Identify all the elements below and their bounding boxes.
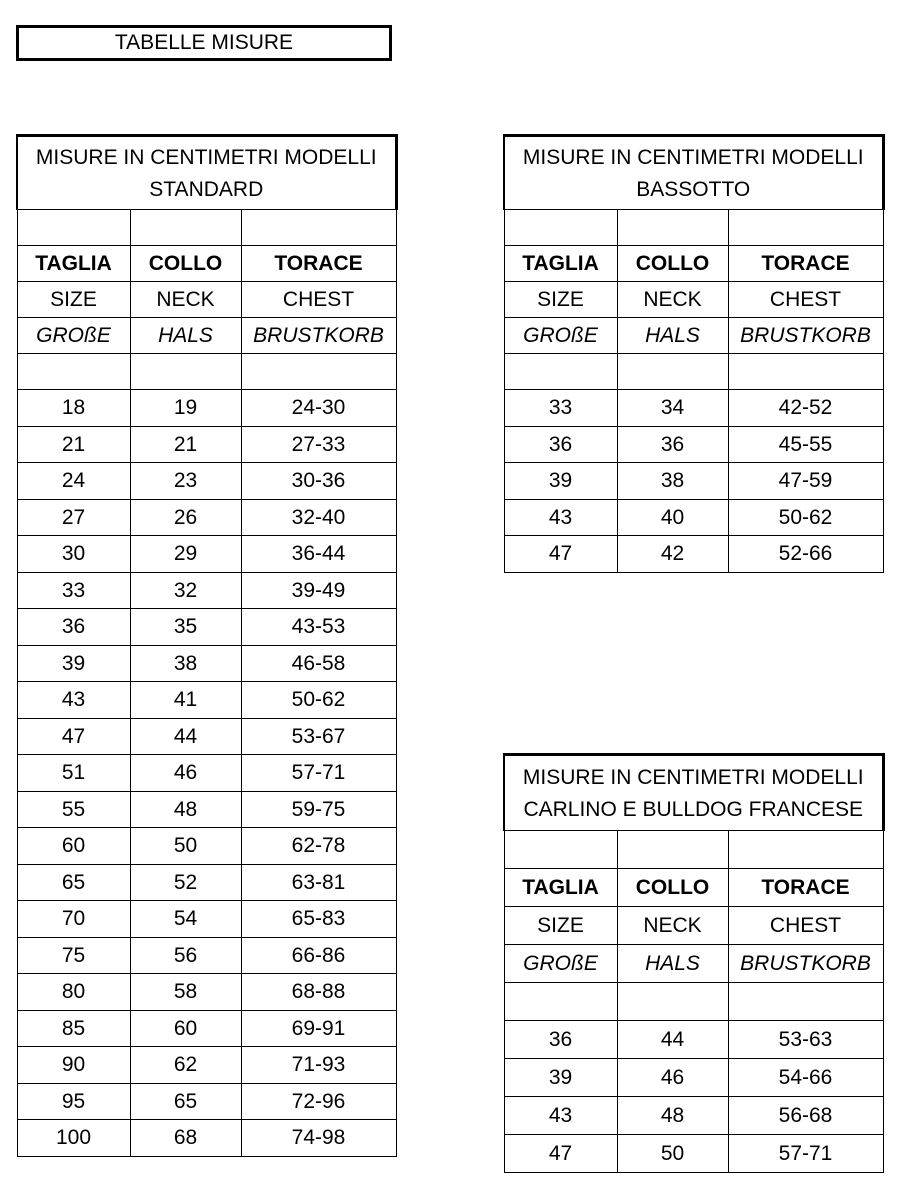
size-table-carlino-bulldog [503,753,885,1173]
cell-taglia: 43 [504,499,617,536]
header-torace: TORACE [241,246,396,282]
cell-collo: 32 [130,572,241,609]
table-caption [504,136,883,210]
cell-collo: 50 [130,828,241,865]
cell-collo: 44 [617,1021,728,1059]
header-hals: HALS [617,945,728,983]
cell-collo: 35 [130,609,241,646]
header-collo: COLLO [130,246,241,282]
header-row-bold [504,869,883,907]
table-row [17,536,396,573]
header-taglia: TAGLIA [17,246,130,282]
caption-line-1: MISURE IN CENTIMETRI MODELLI [522,766,864,789]
cell-collo: 65 [130,1083,241,1120]
header-neck: NECK [617,282,728,318]
cell-torace: 45-55 [728,426,883,463]
cell-collo: 54 [130,901,241,938]
cell-collo: 46 [617,1059,728,1097]
table-caption [504,755,883,831]
table-row [504,463,883,500]
header-row-german [17,318,396,354]
cell-torace: 71-93 [241,1047,396,1084]
cell-collo: 41 [130,682,241,719]
cell-collo: 36 [617,426,728,463]
cell-taglia: 39 [504,1059,617,1097]
table-row [17,791,396,828]
cell-taglia: 85 [17,1010,130,1047]
table-row [504,1135,883,1173]
cell-torace: 69-91 [241,1010,396,1047]
header-size: SIZE [17,282,130,318]
header-torace: TORACE [728,869,883,907]
header-grosse: GROßE [504,945,617,983]
header-torace: TORACE [728,246,883,282]
cell-torace: 66-86 [241,937,396,974]
cell-taglia: 36 [504,426,617,463]
cell-collo: 68 [130,1120,241,1157]
table-row [17,1083,396,1120]
cell-taglia: 30 [17,536,130,573]
cell-torace: 43-53 [241,609,396,646]
cell-collo: 48 [130,791,241,828]
cell-collo: 62 [130,1047,241,1084]
header-brustkorb: BRUSTKORB [728,945,883,983]
caption-line-1: MISURE IN CENTIMETRI MODELLI [522,146,864,169]
header-row-german [504,945,883,983]
table-row [17,463,396,500]
cell-taglia: 60 [17,828,130,865]
cell-taglia: 70 [17,901,130,938]
cell-collo: 42 [617,536,728,573]
cell-taglia: 51 [17,755,130,792]
spacer-row [504,831,883,869]
table-row [17,1010,396,1047]
cell-collo: 29 [130,536,241,573]
table-row [17,937,396,974]
cell-taglia: 24 [17,463,130,500]
cell-torace: 68-88 [241,974,396,1011]
cell-taglia: 39 [17,645,130,682]
table-row [504,390,883,427]
table-row [17,828,396,865]
cell-taglia: 18 [17,390,130,427]
cell-taglia: 75 [17,937,130,974]
cell-taglia: 39 [504,463,617,500]
cell-torace: 52-66 [728,536,883,573]
cell-taglia: 36 [17,609,130,646]
header-hals: HALS [617,318,728,354]
cell-collo: 26 [130,499,241,536]
table-row [17,572,396,609]
header-hals: HALS [130,318,241,354]
table-row [17,974,396,1011]
header-row-english [504,907,883,945]
table-caption [17,136,396,210]
cell-taglia: 36 [504,1021,617,1059]
cell-taglia: 33 [17,572,130,609]
cell-taglia: 55 [17,791,130,828]
header-size: SIZE [504,282,617,318]
cell-collo: 38 [617,463,728,500]
cell-torace: 46-58 [241,645,396,682]
spacer-row [504,983,883,1021]
table-row [504,1021,883,1059]
table-row [17,1120,396,1157]
header-chest: CHEST [241,282,396,318]
size-table-standard [16,134,398,1157]
cell-torace: 32-40 [241,499,396,536]
header-row-english [17,282,396,318]
caption-line-2: CARLINO E BULLDOG FRANCESE [523,798,864,821]
cell-taglia: 65 [17,864,130,901]
cell-torace: 57-71 [728,1135,883,1173]
cell-taglia: 47 [504,1135,617,1173]
page-title: TABELLE MISURE [16,25,392,61]
cell-torace: 72-96 [241,1083,396,1120]
cell-torace: 74-98 [241,1120,396,1157]
size-table-bassotto [503,134,885,573]
header-chest: CHEST [728,282,883,318]
cell-torace: 57-71 [241,755,396,792]
cell-collo: 58 [130,974,241,1011]
header-size: SIZE [504,907,617,945]
cell-collo: 50 [617,1135,728,1173]
spacer-row [17,354,396,390]
cell-collo: 23 [130,463,241,500]
cell-torace: 62-78 [241,828,396,865]
cell-torace: 63-81 [241,864,396,901]
header-row-german [504,318,883,354]
cell-collo: 46 [130,755,241,792]
cell-torace: 36-44 [241,536,396,573]
header-collo: COLLO [617,869,728,907]
cell-collo: 21 [130,426,241,463]
cell-collo: 19 [130,390,241,427]
cell-torace: 27-33 [241,426,396,463]
header-row-english [504,282,883,318]
cell-collo: 40 [617,499,728,536]
caption-line-2: STANDARD [149,178,264,201]
spacer-row [504,354,883,390]
table-row [17,718,396,755]
header-neck: NECK [130,282,241,318]
cell-torace: 53-63 [728,1021,883,1059]
cell-taglia: 33 [504,390,617,427]
cell-torace: 59-75 [241,791,396,828]
cell-torace: 42-52 [728,390,883,427]
table-row [504,499,883,536]
header-taglia: TAGLIA [504,246,617,282]
caption-line-2: BASSOTTO [636,178,751,201]
header-grosse: GROßE [17,318,130,354]
cell-torace: 47-59 [728,463,883,500]
table-row [17,1047,396,1084]
table-row [504,536,883,573]
cell-taglia: 43 [17,682,130,719]
table-row [17,390,396,427]
cell-taglia: 47 [17,718,130,755]
spacer-row [504,210,883,246]
table-row [17,901,396,938]
table-row [17,864,396,901]
header-chest: CHEST [728,907,883,945]
cell-torace: 39-49 [241,572,396,609]
header-brustkorb: BRUSTKORB [241,318,396,354]
caption-line-1: MISURE IN CENTIMETRI MODELLI [35,146,377,169]
cell-collo: 34 [617,390,728,427]
table-row [17,609,396,646]
cell-taglia: 80 [17,974,130,1011]
header-grosse: GROßE [504,318,617,354]
header-brustkorb: BRUSTKORB [728,318,883,354]
cell-torace: 65-83 [241,901,396,938]
header-collo: COLLO [617,246,728,282]
cell-torace: 24-30 [241,390,396,427]
cell-collo: 38 [130,645,241,682]
table-row [504,1059,883,1097]
header-taglia: TAGLIA [504,869,617,907]
spacer-row [17,210,396,246]
cell-taglia: 47 [504,536,617,573]
table-row [504,426,883,463]
table-row [17,499,396,536]
cell-taglia: 90 [17,1047,130,1084]
cell-torace: 56-68 [728,1097,883,1135]
table-row [17,682,396,719]
cell-collo: 56 [130,937,241,974]
cell-collo: 44 [130,718,241,755]
cell-torace: 50-62 [728,499,883,536]
table-row [17,426,396,463]
cell-torace: 30-36 [241,463,396,500]
cell-taglia: 21 [17,426,130,463]
table-row [17,755,396,792]
table-row [17,645,396,682]
cell-taglia: 43 [504,1097,617,1135]
cell-torace: 50-62 [241,682,396,719]
cell-taglia: 27 [17,499,130,536]
cell-torace: 54-66 [728,1059,883,1097]
cell-collo: 48 [617,1097,728,1135]
header-row-bold [504,246,883,282]
cell-collo: 60 [130,1010,241,1047]
table-row [504,1097,883,1135]
cell-collo: 52 [130,864,241,901]
cell-torace: 53-67 [241,718,396,755]
header-row-bold [17,246,396,282]
header-neck: NECK [617,907,728,945]
cell-taglia: 95 [17,1083,130,1120]
cell-taglia: 100 [17,1120,130,1157]
